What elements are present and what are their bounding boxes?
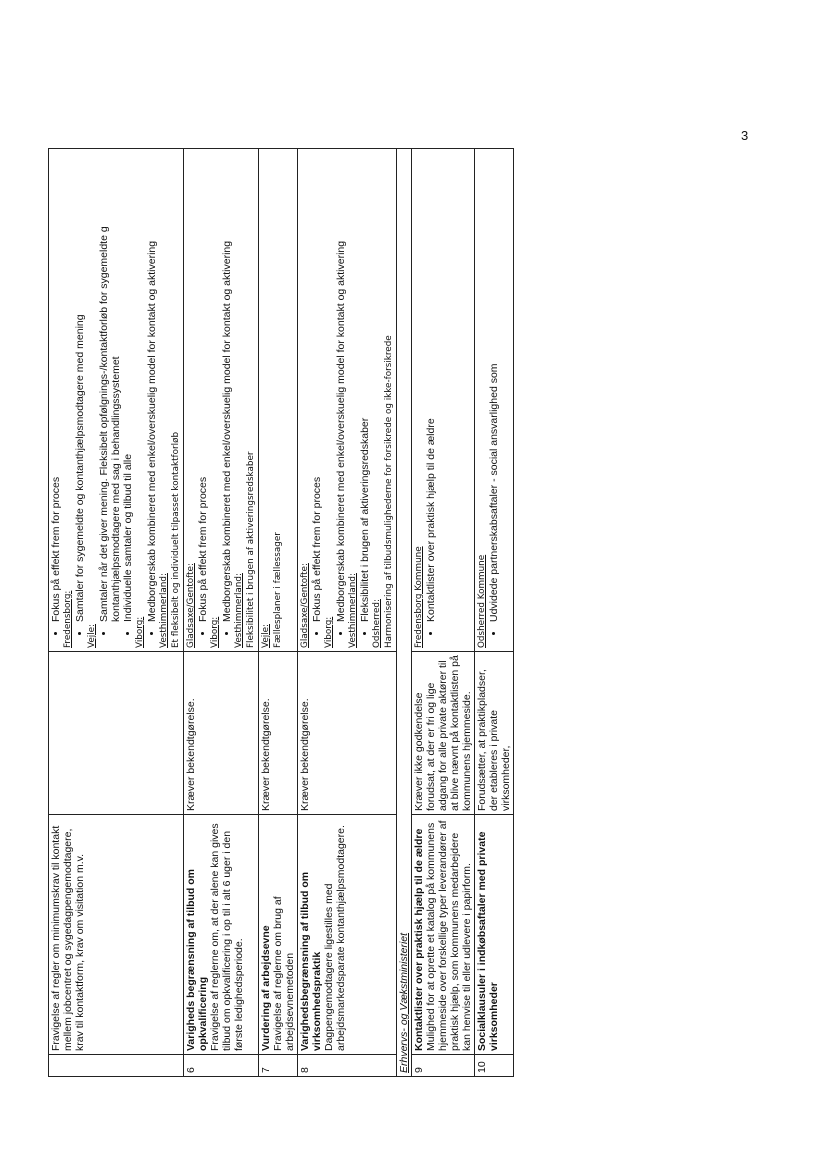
municipality-heading: Vesthimmerland: — [159, 573, 169, 648]
municipality-heading: Gladsaxe/Gentofte: — [300, 563, 310, 648]
list-item: • Samtaler for sygemeldte og kontanthjælpsmodtagere med mening — [74, 152, 86, 622]
municipality-heading: Viborg: — [324, 616, 334, 648]
measure-desc: Fravigelse af reglerne om brug af arbejdsevnemetoden — [272, 896, 296, 1051]
municipality-note: Fleksibilitet i brugen af aktiveringsredskaber — [246, 451, 256, 648]
table-row — [49, 149, 184, 1077]
rotated-table-page — [48, 149, 602, 1077]
bullet-list — [197, 152, 209, 648]
list-item: • Medborgerskab kombineret med enkel/overskuelig model for kontakt og aktivering — [335, 152, 347, 622]
measure-title: Varigheds begrænsning af tilbud om opkvalificering — [185, 868, 209, 1051]
approval-cell: Kræver bekendtgørelse. — [298, 652, 397, 815]
municipality-heading: Viborg: — [210, 616, 220, 648]
row-number: 7 — [259, 1055, 298, 1077]
bullet-list — [50, 152, 62, 648]
municipality-heading: Vejle: — [261, 623, 271, 648]
measure-desc: Fravigelse af reglerne om, at der alene kan gives tilbud om opkvalificering i op til i alt 6 uger i den første ledighedsperiode. — [209, 823, 245, 1051]
approval-cell: Kræver bekendtgørelse. — [259, 652, 298, 815]
municipality-heading: Vesthimmerland: — [348, 573, 358, 648]
bullet-list — [146, 152, 158, 648]
bullet-list — [425, 152, 437, 648]
measure-desc: Dagpengemodtagere ligestilles med arbejdsmarkedsparate kontanthjælpsmodtagere. — [323, 825, 347, 1051]
list-item: • Udvidede partnerskabsaftaler - social ansvarlighed som — [488, 152, 500, 622]
municipality-heading: Odsherred Kommune — [477, 554, 487, 648]
list-item: • Fokus på effekt frem for proces — [50, 152, 62, 622]
list-item: • Samtaler når det giver mening. Fleksibelt opfølgnings-/kontaktforløb for sygemeldte g kontanthjælpsmodtagere med sag i behandlingssystemet — [98, 152, 122, 622]
municipality-cell — [184, 149, 259, 652]
measure-title: Vurdering af arbejdsevne — [260, 925, 272, 1051]
approval-cell: Kræver ikke godkendelse forudsat, at der er fri og lige adgang for alle private aktører til at blive nævnt på kontaktlisten på kommunens hjemmeside. — [412, 652, 475, 815]
list-item: • Fokus på effekt frem for proces — [197, 152, 209, 622]
municipality-cell — [298, 149, 397, 652]
municipality-note: Et fleksibelt og individuelt tilpasset kontaktforløb — [171, 431, 181, 648]
bullet-list — [359, 152, 371, 648]
municipality-cell — [49, 149, 184, 652]
municipality-cell — [412, 149, 475, 652]
table-row — [475, 149, 514, 1077]
page-number: 3 — [741, 128, 749, 143]
list-item: • Kontaktlister over praktisk hjælp til de ældre — [425, 152, 437, 622]
table-row — [298, 149, 397, 1077]
municipality-heading: Fredensborg Kommune — [414, 546, 424, 648]
municipality-heading: Odsherred: — [372, 599, 382, 648]
bullet-list — [488, 152, 500, 648]
list-item: • Individuelle samtaler og tilbud til alle — [122, 152, 134, 622]
municipality-heading: Fredensborg: — [63, 590, 73, 648]
section-heading: Erhvervs- og Vækstministeriet — [397, 149, 412, 1077]
section-row — [397, 149, 412, 1077]
list-item: • Fokus på effekt frem for proces — [311, 152, 323, 622]
municipality-cell — [259, 149, 298, 652]
measure-title: Kontaktlister over praktisk hjælp til de ældre — [413, 828, 425, 1051]
municipality-heading: Vejle: — [87, 623, 97, 648]
bullet-list — [335, 152, 347, 648]
approval-cell: Kræver bekendtgørelse. — [184, 652, 259, 815]
bullet-list — [221, 152, 233, 648]
measure-desc: Mulighed for at oprette et katalog på kommunens hjemmeside over forskellige typer leverandører af praktisk hjælp, som kommunens medarbejdere kan henvise til eller udlevere i papirform. — [425, 820, 473, 1051]
row-number: 9 — [412, 1055, 475, 1077]
municipality-cell — [475, 149, 514, 652]
municipality-heading: Viborg: — [135, 616, 145, 648]
measure-title: Socialklausuler i indkøbsaftaler med private virksomheder — [476, 831, 500, 1051]
municipality-heading: Gladsaxe/Gentofte: — [186, 563, 196, 648]
municipality-heading: Vesthimmerland: — [234, 573, 244, 648]
bullet-list — [74, 152, 86, 648]
list-item: • Medborgerskab kombineret med enkel/overskuelig model for kontakt og aktivering — [221, 152, 233, 622]
row-number: 10 — [475, 1055, 514, 1077]
approval-cell: Forudsætter, at praktikpladser, der etableres i private virksomheder, — [475, 652, 514, 815]
list-item: • Fleksibilitet i brugen af aktiveringsredskaber — [359, 152, 371, 622]
measure-desc: Fravigelse af regler om minimumskrav til kontakt mellem jobcentret og sygedagpengemodtagere, krav til kontaktform, krav om visitation m.v. — [49, 815, 184, 1055]
municipality-note: Harmonisering af tilbudsmulighederne for forsikrede og ikke-forsikrede — [384, 335, 394, 648]
table-row — [259, 149, 298, 1077]
row-number: 8 — [298, 1055, 397, 1077]
table-row — [412, 149, 475, 1077]
row-number: 6 — [184, 1055, 259, 1077]
list-item: • Medborgerskab kombineret med enkel/overskuelig model for kontakt og aktivering — [146, 152, 158, 622]
table-row — [184, 149, 259, 1077]
measure-title: Varighedsbegrænsning af tilbud om virksomhedspraktik — [299, 871, 323, 1051]
municipality-note: Fællesplaner i fællessager — [273, 532, 283, 648]
measures-table — [48, 148, 514, 1077]
bullet-list — [98, 152, 134, 648]
bullet-list — [311, 152, 323, 648]
